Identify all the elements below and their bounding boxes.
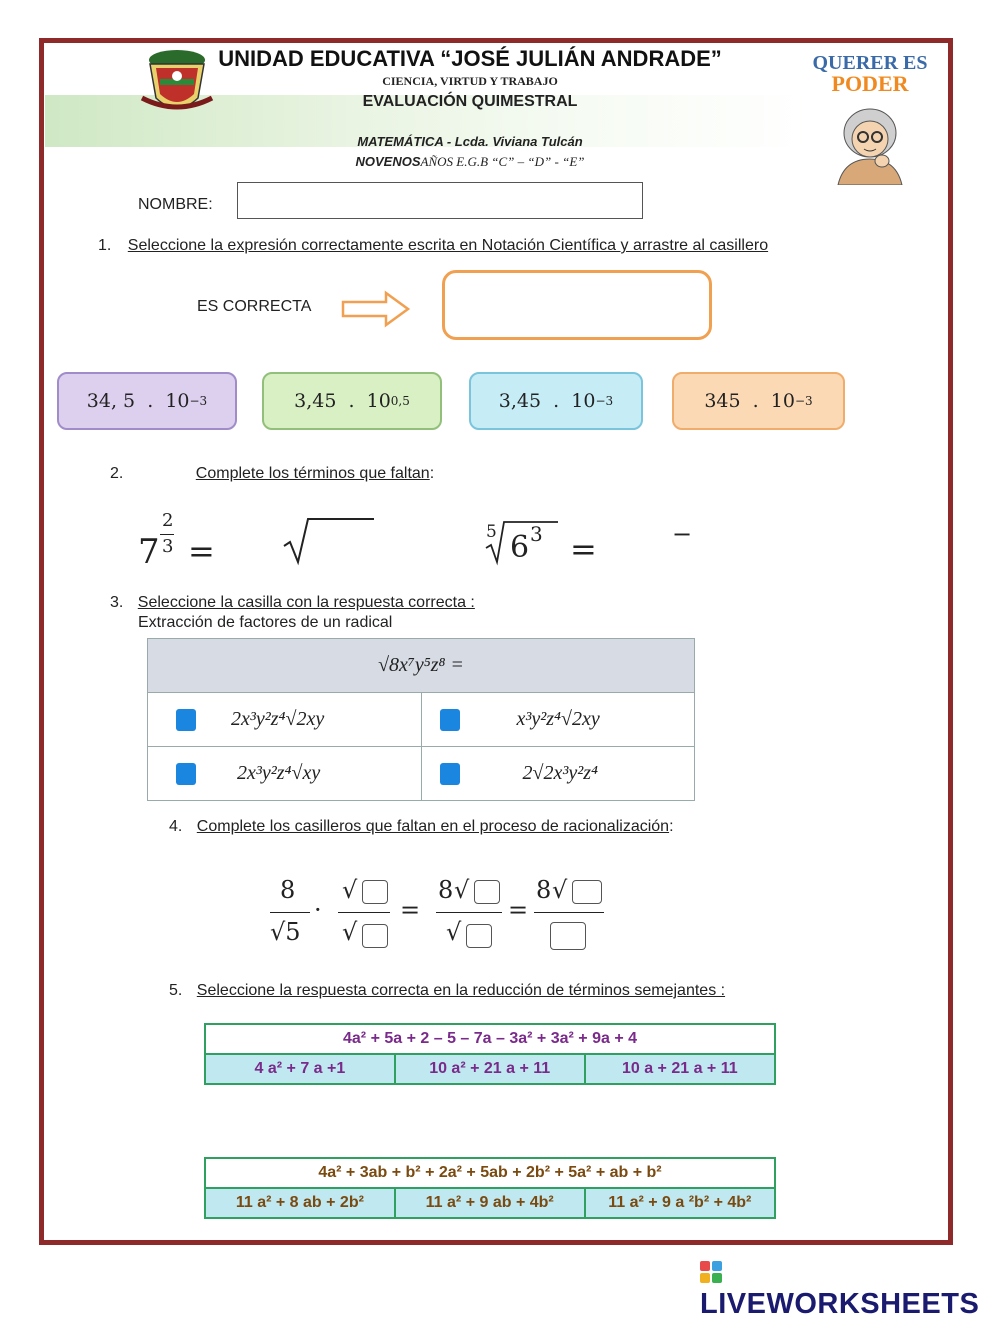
root-base: 6 [510, 530, 530, 565]
algebra-table-1 [204, 1023, 776, 1085]
school-name: UNIDAD EDUCATIVA “JOSÉ JULIÁN ANDRADE” [218, 46, 722, 71]
q1-number: 1. [98, 237, 112, 254]
radical-table [147, 638, 695, 801]
brand-mascot [808, 52, 932, 187]
radical-option-cell[interactable] [421, 693, 695, 747]
liveworksheets-brand [700, 1255, 1000, 1321]
dot-operator: · [314, 896, 322, 924]
liveworksheets-logo-icon [700, 1261, 722, 1283]
expr1-den: 3 [162, 536, 174, 557]
option-2-exp: 0,5 [390, 394, 410, 408]
radical-option-cell[interactable] [148, 693, 422, 747]
subject-teacher: MATEMÁTICA - Lcda. Viviana Tulcán [357, 134, 583, 149]
option-card-1[interactable] [57, 372, 237, 430]
drop-target-box[interactable] [442, 270, 712, 340]
q2-text: Complete los términos que faltan [195, 465, 430, 482]
algebra-1-option-3[interactable]: 10 a + 21 a + 11 [585, 1054, 775, 1084]
checkbox-3[interactable] [176, 763, 196, 785]
q2-title [110, 465, 434, 483]
algebra-2-option-2[interactable]: 11 a² + 9 ab + 4b² [395, 1188, 585, 1218]
blank-box-5[interactable] [572, 880, 602, 904]
radical-option-cell[interactable] [421, 747, 695, 801]
name-label: NOMBRE: [138, 196, 213, 213]
blank-box-6[interactable] [550, 922, 586, 950]
expr1-num: 2 [162, 510, 174, 531]
frac-denominator: √5 [270, 918, 301, 946]
school-motto: CIENCIA, VIRTUD Y TRABAJO [382, 74, 558, 88]
thinking-character-icon [808, 97, 932, 185]
radical-question: √8x⁷y⁵z⁸ = [148, 639, 695, 693]
option-4-base: 345 . 10 [704, 390, 795, 412]
sqrt-icon [282, 516, 376, 566]
algebra-question-2: 4a² + 3ab + b² + 2a² + 5ab + 2b² + 5a² + ab + b² [205, 1158, 775, 1188]
grade-b: AÑOS E.G.B “C” – “D” - “E” [420, 154, 585, 169]
q4-text: Complete los casilleros que faltan en el proceso de racionalización [196, 818, 670, 835]
brand-line2: PODER [831, 71, 909, 96]
q5-title [169, 982, 725, 1000]
frac-numerator: 8 [280, 876, 296, 904]
blank-box-1[interactable] [362, 880, 388, 904]
radical-option-1: 2x³y²z⁴√2xy [231, 707, 325, 730]
checkbox-1[interactable] [176, 709, 196, 731]
option-2-base: 3,45 . 10 [294, 390, 391, 412]
evaluation-title: EVALUACIÓN QUIMESTRAL [362, 93, 578, 110]
checkbox-4[interactable] [440, 763, 460, 785]
q1-title [98, 237, 768, 255]
algebra-question-1: 4a² + 5a + 2 – 5 – 7a – 3a² + 3a² + 9a + 4 [205, 1024, 775, 1054]
radical-option-4: 2√2x³y²z⁴ [522, 761, 598, 784]
algebra-2-option-3[interactable]: 11 a² + 9 a ²b² + 4b² [585, 1188, 775, 1218]
checkbox-2[interactable] [440, 709, 460, 731]
brand-line1: QUERER ES [812, 52, 928, 74]
algebra-1-option-2[interactable]: 10 a² + 21 a + 11 [395, 1054, 585, 1084]
q2-number: 2. [110, 465, 124, 482]
arrow-right-icon [340, 290, 412, 328]
option-card-2[interactable] [262, 372, 442, 430]
option-1-base: 34, 5 . 10 [86, 390, 190, 412]
rationalization-expression: 8 √5 · √ √ = 8 √ √ = 8 √ [266, 872, 626, 956]
radical-option-3: 2x³y²z⁴√xy [237, 761, 321, 784]
radical-option-cell[interactable] [148, 747, 422, 801]
radical-option-2: x³y²z⁴√2xy [516, 707, 600, 730]
algebra-table-2 [204, 1157, 776, 1219]
q5-text: Seleccione la respuesta correcta en la reducción de términos semejantes : [196, 982, 726, 999]
equals-1: = [400, 896, 421, 924]
grade-a: NOVENOS [355, 154, 421, 169]
q2-colon: : [429, 465, 435, 482]
grade-line [240, 154, 700, 170]
blank-box-4[interactable] [466, 924, 492, 948]
option-card-4[interactable] [672, 372, 845, 430]
blank-box-2[interactable] [362, 924, 388, 948]
q3-subtitle: Extracción de factores de un radical [138, 614, 393, 631]
root-exp: 3 [530, 522, 543, 546]
option-4-exp: −3 [794, 394, 813, 408]
q4-title [169, 818, 674, 836]
algebra-2-option-1[interactable]: 11 a² + 8 ab + 2b² [205, 1188, 395, 1218]
expr1-equals: = [188, 532, 215, 570]
algebra-1-option-1[interactable]: 4 a² + 7 a +1 [205, 1054, 395, 1084]
q4-colon: : [669, 818, 674, 835]
option-3-exp: −3 [595, 394, 614, 408]
option-1-exp: −3 [189, 394, 208, 408]
option-card-3[interactable] [469, 372, 643, 430]
mid-eight: 8 [438, 876, 454, 904]
option-3-base: 3,45 . 10 [498, 390, 596, 412]
name-input[interactable] [237, 182, 643, 219]
q3-title [110, 594, 475, 612]
blank-box-3[interactable] [474, 880, 500, 904]
expr2-equals: = [570, 530, 597, 568]
fraction-dash: − [672, 520, 693, 548]
brand-text: LIVEWORKSHEETS [700, 1288, 980, 1320]
q1-correct-label: ES CORRECTA [197, 298, 312, 315]
q4-number: 4. [169, 818, 183, 835]
right-eight: 8 [536, 876, 552, 904]
root-index: 5 [486, 522, 497, 542]
equals-2: = [508, 896, 529, 924]
q3-text: Seleccione la casilla con la respuesta correcta : [137, 594, 475, 611]
q3-number: 3. [110, 594, 124, 611]
q5-number: 5. [169, 982, 183, 999]
q1-text: Seleccione la expresión correctamente escrita en Notación Científica y arrastre al casillero [127, 237, 769, 254]
expr1-base: 7 [138, 532, 160, 572]
